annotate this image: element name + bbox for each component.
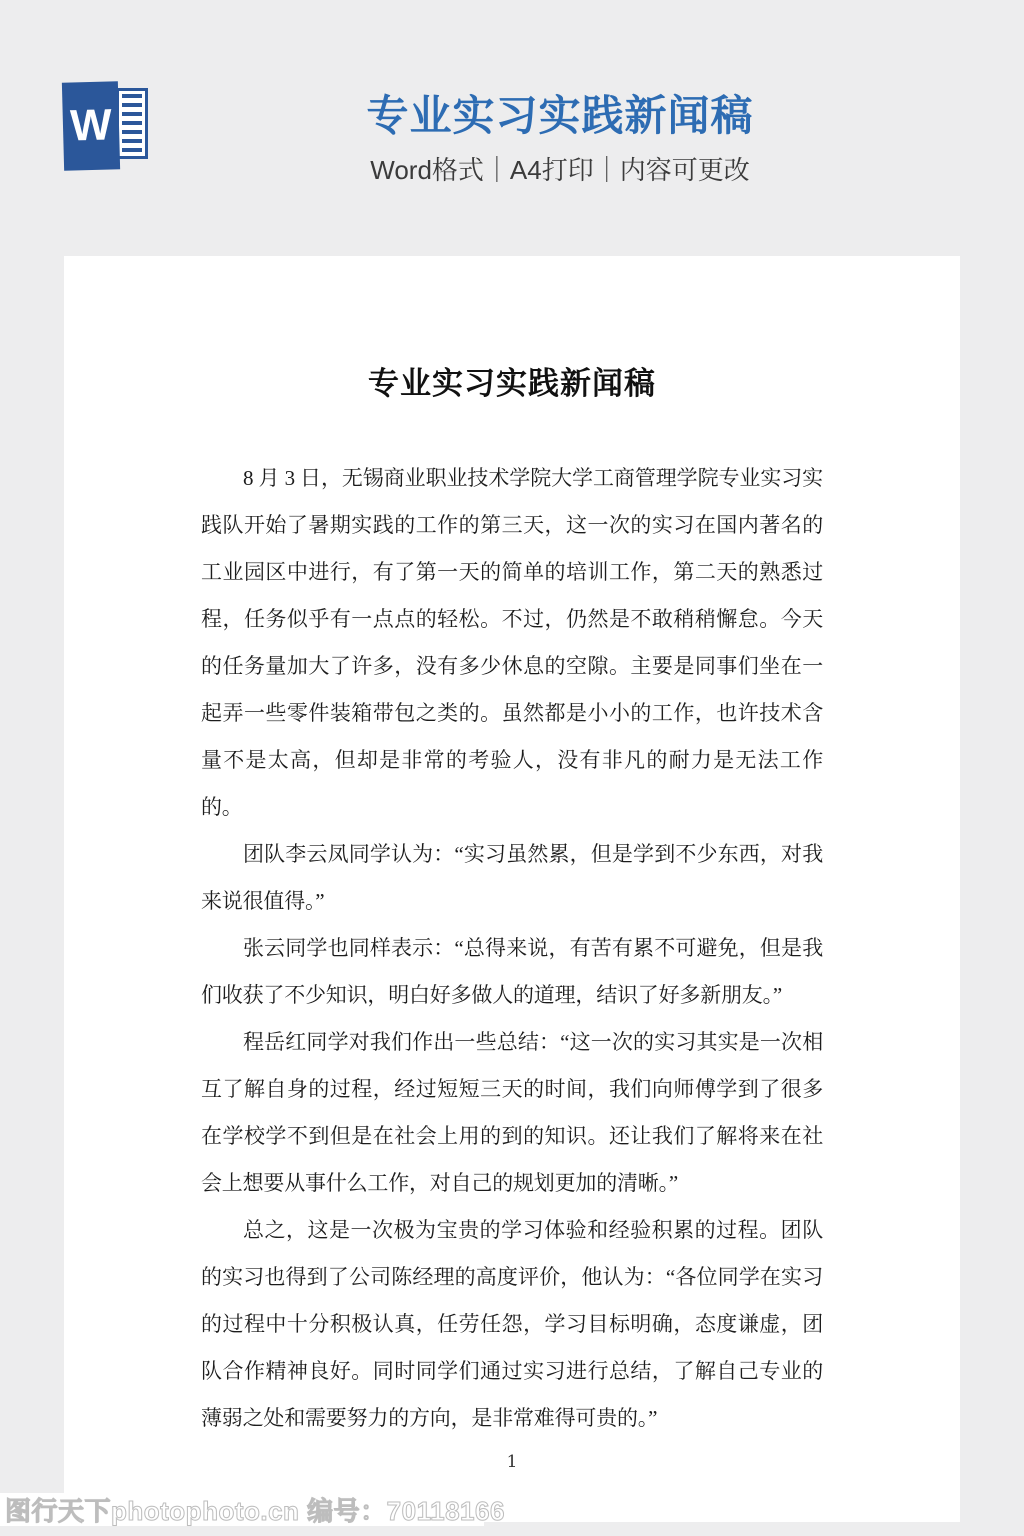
template-format-note: Word格式｜A4打印｜内容可更改 (370, 155, 750, 185)
paragraph-quote-zhangyun: 张云同学也同样表示：“总得来说，有苦有累不可避免，但是我们收获了不少知识，明白好多做人的道理，结识了好多新朋友。” (201, 936, 823, 1007)
word-logo-icon (63, 81, 149, 171)
document-page (64, 256, 960, 1522)
word-logo-text-lines (122, 94, 142, 153)
template-title: 专业实习实践新闻稿 (366, 92, 754, 139)
paragraph-intro: 8 月 3 日，无锡商业职业技术学院大学工商管理学院专业实习实践队开始了暑期实践的工作的第三天，这一次的实习在国内著名的工业园区中进行，有了第一天的简单的培训工作，第二天的熟悉过程，任务似乎有一点点的轻松。不过，仍然是不敢稍稍懈怠。今天的任务量加大了许多，没有多少休息的空隙。主要是同事们坐在一起弄一些零件装箱带包之类的。虽然都是小小的工作，也许技术含量不是太高，但却是非常的考验人，没有非凡的耐力是无法工作的。 (201, 466, 823, 819)
header-text-block (160, 88, 960, 188)
word-logo-document-sheet (116, 88, 148, 159)
paragraph-quote-liyunfeng: 团队李云凤同学认为：“实习虽然累，但是学到不少东西，对我来说很值得。” (201, 842, 823, 913)
template-header (0, 0, 1024, 256)
page-number: 1 (506, 1452, 518, 1472)
word-logo-letter: W (69, 100, 113, 151)
document-title: 专业实习实践新闻稿 (368, 366, 656, 401)
watermark-text: 图行天下photophoto.cn 编号：70118166 (5, 1496, 505, 1526)
paragraph-summary: 总之，这是一次极为宝贵的学习体验和经验积累的过程。团队的实习也得到了公司陈经理的高度评价，他认为：“各位同学在实习的过程中十分积极认真，任劳任怨，学习目标明确，态度谦虚，团队合作精神良好。同时同学们通过实习进行总结，了解自己专业的薄弱之处和需要努力的方向，是非常难得可贵的。” (201, 1218, 823, 1430)
word-logo-cover (62, 81, 120, 170)
watermark-bar (0, 1493, 505, 1526)
paragraph-quote-chengyuehong: 程岳红同学对我们作出一些总结：“这一次的实习其实是一次相互了解自身的过程，经过短短三天的时间，我们向师傅学到了很多在学校学不到但是在社会上用的到的知识。还让我们了解将来在社会上想要从事什么工作，对自己的规划更加的清晰。” (201, 1030, 823, 1195)
document-body (64, 455, 960, 1442)
